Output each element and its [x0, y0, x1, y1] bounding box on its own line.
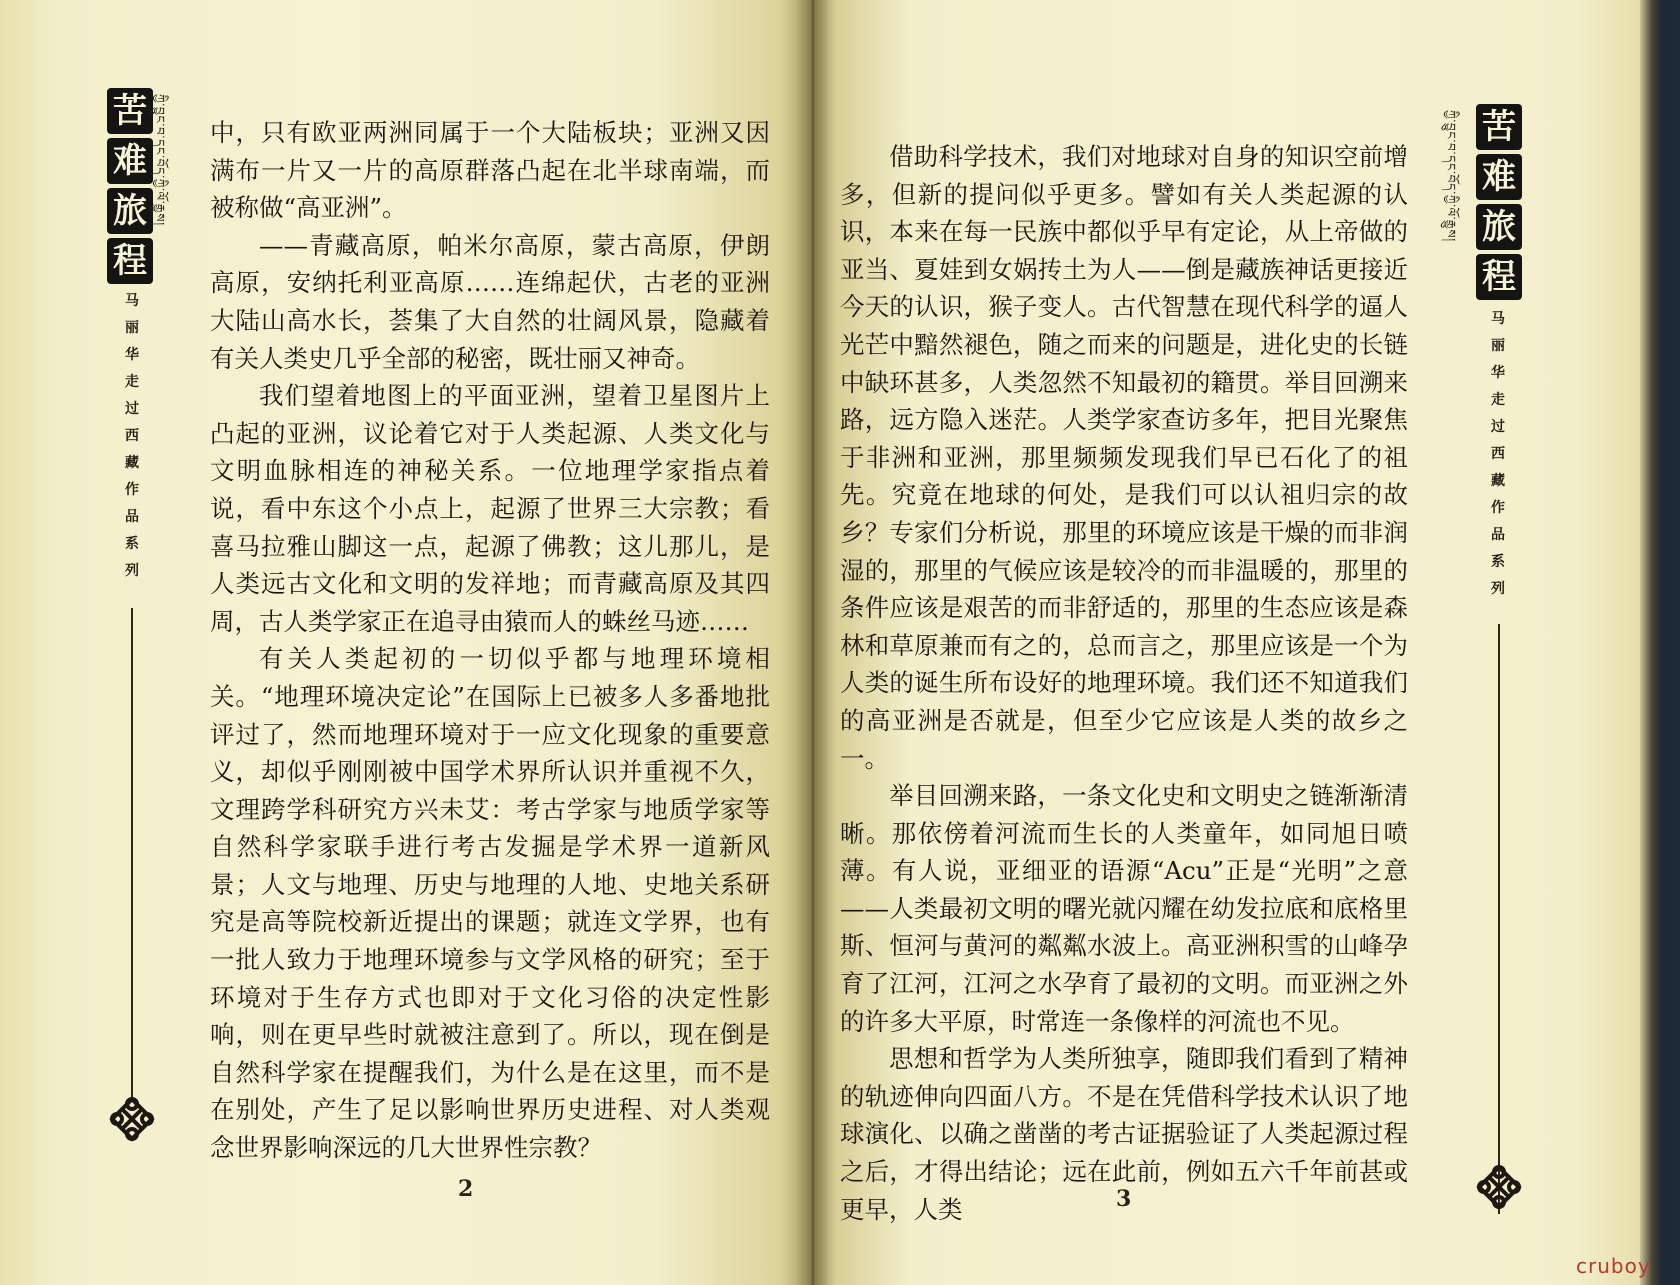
- page-number: 3: [1116, 1186, 1132, 1212]
- right-page-body: [840, 138, 1408, 1228]
- book-title-vertical: [1476, 104, 1522, 304]
- title-char: 程: [107, 238, 153, 284]
- series-char: 品: [1491, 527, 1505, 543]
- decorative-line: [131, 608, 133, 1098]
- series-char: 走: [1491, 392, 1505, 408]
- watermark: cruboy: [1576, 1254, 1651, 1278]
- paragraph: 举目回溯来路，一条文化史和文明史之链渐渐清晰。那依傍着河流而生长的人类童年，如同旭日喷薄。有人说，亚细亚的语源“Acu”正是“光明”之意——人类最初文明的曙光就闪耀在幼发拉底和底格里斯、恒河与黄河的粼粼水波上。高亚洲积雪的山峰孕育了江河，江河之水孕育了最初的文明。而亚洲之外的许多大平原，时常连一条像样的河流也不见。: [840, 781, 1408, 1036]
- series-char: 马: [125, 293, 139, 309]
- series-char: 走: [125, 374, 139, 390]
- paragraph: ——青藏高原，帕米尔高原，蒙古高原，伊朗高原，安纳托利亚高原……连绵起伏，古老的亚洲大陆山高水长，荟集了大自然的壮阔风景，隐藏着有关人类史几乎全部的秘密，既壮丽又神奇。: [210, 230, 770, 373]
- series-char: 系: [125, 536, 139, 552]
- left-page-body: [210, 114, 770, 1167]
- series-char: 列: [1491, 581, 1505, 597]
- series-title-vertical: [1486, 306, 1510, 603]
- series-char: 作: [1491, 500, 1505, 516]
- title-char: 苦: [1476, 104, 1522, 150]
- right-running-title: [1444, 104, 1562, 1224]
- series-char: 丽: [125, 320, 139, 336]
- paragraph: 思想和哲学为人类所独享，随即我们看到了精神的轨迹伸向四面八方。不是在凭借科学技术认识了地球演化、以确之凿凿的考古证据验证了人类起源过程之后，才得出结论；远在此前，例如五六千年前甚或更早，人类: [840, 1044, 1408, 1224]
- paragraph: 我们望着地图上的平面亚洲，望着卫星图片上凸起的亚洲，议论着它对于人类起源、人类文化与文明血脉相连的神秘关系。一位地理学家指点着说，看中东这个小点上，起源了世界三大宗教；看喜马拉雅山脚这一点，起源了佛教；这儿那儿，是人类远古文化和文明的发祥地；而青藏高原及其四周，古人类学家正在追寻由猿而人的蛛丝马迹……: [210, 381, 770, 636]
- title-char: 旅: [107, 188, 153, 234]
- page-number: 2: [458, 1176, 474, 1202]
- series-char: 系: [1491, 554, 1505, 570]
- endless-knot-icon: [109, 1096, 155, 1142]
- series-title-vertical: [120, 288, 144, 585]
- series-char: 作: [125, 482, 139, 498]
- title-char: 旅: [1476, 204, 1522, 250]
- book-gutter: [795, 0, 829, 1285]
- series-char: 列: [125, 563, 139, 579]
- tibetan-title: ཀྱི་བྱུང་བ་དང་བོད་ཀྱི་ལོ་རྒྱུས།: [1444, 110, 1458, 243]
- tibetan-title: ཀྱི་བྱུང་བ་དང་བོད་ཀྱི་ལོ་རྒྱུས།: [153, 94, 167, 227]
- page-edge: [1640, 0, 1680, 1285]
- series-char: 过: [1491, 419, 1505, 435]
- title-char: 苦: [107, 88, 153, 134]
- series-char: 过: [125, 401, 139, 417]
- decorative-line: [1498, 624, 1500, 1214]
- series-char: 丽: [1491, 338, 1505, 354]
- series-char: 华: [125, 347, 139, 363]
- title-char: 难: [1476, 154, 1522, 200]
- series-char: 藏: [125, 455, 139, 471]
- series-char: 品: [125, 509, 139, 525]
- series-char: 西: [125, 428, 139, 444]
- title-char: 程: [1476, 254, 1522, 300]
- endless-knot-icon: [1476, 1164, 1522, 1210]
- left-running-title: [103, 88, 203, 1208]
- series-char: 马: [1491, 311, 1505, 327]
- series-char: 西: [1491, 446, 1505, 462]
- paragraph: 中，只有欧亚两洲同属于一个大陆板块；亚洲又因满布一片又一片的高原群落凸起在北半球南端，而被称做“高亚洲”。: [210, 118, 770, 223]
- paragraph: 借助科学技术，我们对地球对自身的知识空前增多，但新的提问似乎更多。譬如有关人类起源的认识，本来在每一民族中都似乎早有定论，从上帝做的亚当、夏娃到女娲抟土为人——倒是藏族神话更接近今天的认识，猴子变人。古代智慧在现代科学的逼人光芒中黯然褪色，随之而来的问题是，进化史的长链中缺环甚多，人类忽然不知最初的籍贯。举目回溯来路，远方隐入迷茫。人类学家查访多年，把目光聚焦于非洲和亚洲，那里频频发现我们早已石化了的祖先。究竟在地球的何处，是我们可以认祖归宗的故乡？专家们分析说，那里的环境应该是干燥的而非润湿的，那里的气候应该是较冷的而非温暖的，那里的条件应该是艰苦的而非舒适的，那里的生态应该是森林和草原兼而有之的，总而言之，那里应该是一个为人类的诞生所布设好的地理环境。我们还不知道我们的高亚洲是否就是，但至少它应该是人类的故乡之一。: [840, 142, 1408, 773]
- title-char: 难: [107, 138, 153, 184]
- series-char: 华: [1491, 365, 1505, 381]
- paragraph: 有关人类起初的一切似乎都与地理环境相关。“地理环境决定论”在国际上已被多人多番地批评过了，然而地理环境对于一应文化现象的重要意义，却似乎刚刚被中国学术界所认识并重视不久，文理跨学科研究方兴未艾：考古学家与地质学家等自然科学家联手进行考古发掘是学术界一道新风景；人文与地理、历史与地理的人地、史地关系研究是高等院校新近提出的课题；就连文学界，也有一批人致力于地理环境参与文学风格的研究；至于环境对于生存方式也即对于文化习俗的决定性影响，则在更早些时就被注意到了。所以，现在倒是自然科学家在提醒我们，为什么是在这里，而不是在别处，产生了足以影响世界历史进程、对人类观念世界影响深远的几大世界性宗教？: [210, 644, 770, 1163]
- series-char: 藏: [1491, 473, 1505, 489]
